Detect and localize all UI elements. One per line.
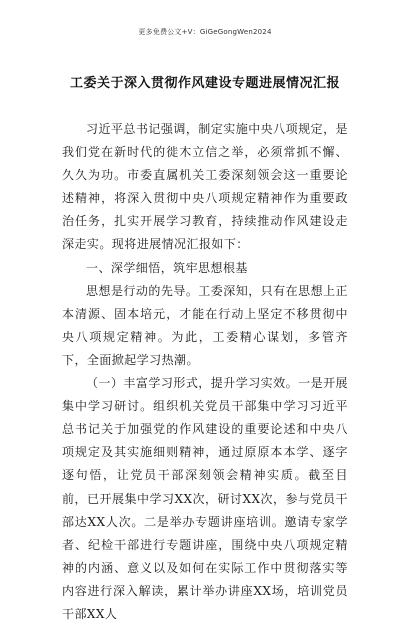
document-title: 工委关于深入贯彻作风建设专题进展情况汇报 (69, 76, 340, 91)
body-paragraph: 思想是行动的先导。工委深知，只有在思想上正本清源、固本培元，才能在行动上坚定不移贯彻中央八项规定精神。为此，工委精心谋划，多管齐下，全面掀起学习热潮。 (62, 283, 348, 367)
header-note: 更多免费公文+V：GiGeGongWen2024 (138, 28, 272, 36)
body-paragraph: （一）丰富学习形式，提升学习实效。一是开展集中学习研讨。组织机关党员干部集中学习习近平总书记关于加强党的作风建设的重要论述和中央八项规定及其实施细则精神，通过原原本本学、逐字逐句悟，让党员干部深刻领会精神实质。截至目前，已开展集中学习XX次，研讨XX次，参与党员干部达XX人次。二是举办专题讲座培训。邀请专家学者、纪检干部进行专题讲座，围绕中央八项规定精神的内涵、意义以及如何在实际工作中贯彻落实等内容进行深入解读，累计举办讲座XX场，培训党员干部XX人 (62, 376, 348, 621)
document-body (62, 118, 348, 626)
section-heading: 一、深学细悟，筑牢思想根基 (86, 260, 248, 275)
intro-paragraph: 习近平总书记强调，制定实施中央八项规定，是我们党在新时代的徙木立信之举，必须常抓不懈、久久为功。市委直属机关工委深刻领会这一重要论述精神，将深入贯彻中央八项规定精神作为重要政治任务，扎实开展学习教育，持续推动作风建设走深走实。现将进展情况汇报如下： (62, 122, 348, 252)
